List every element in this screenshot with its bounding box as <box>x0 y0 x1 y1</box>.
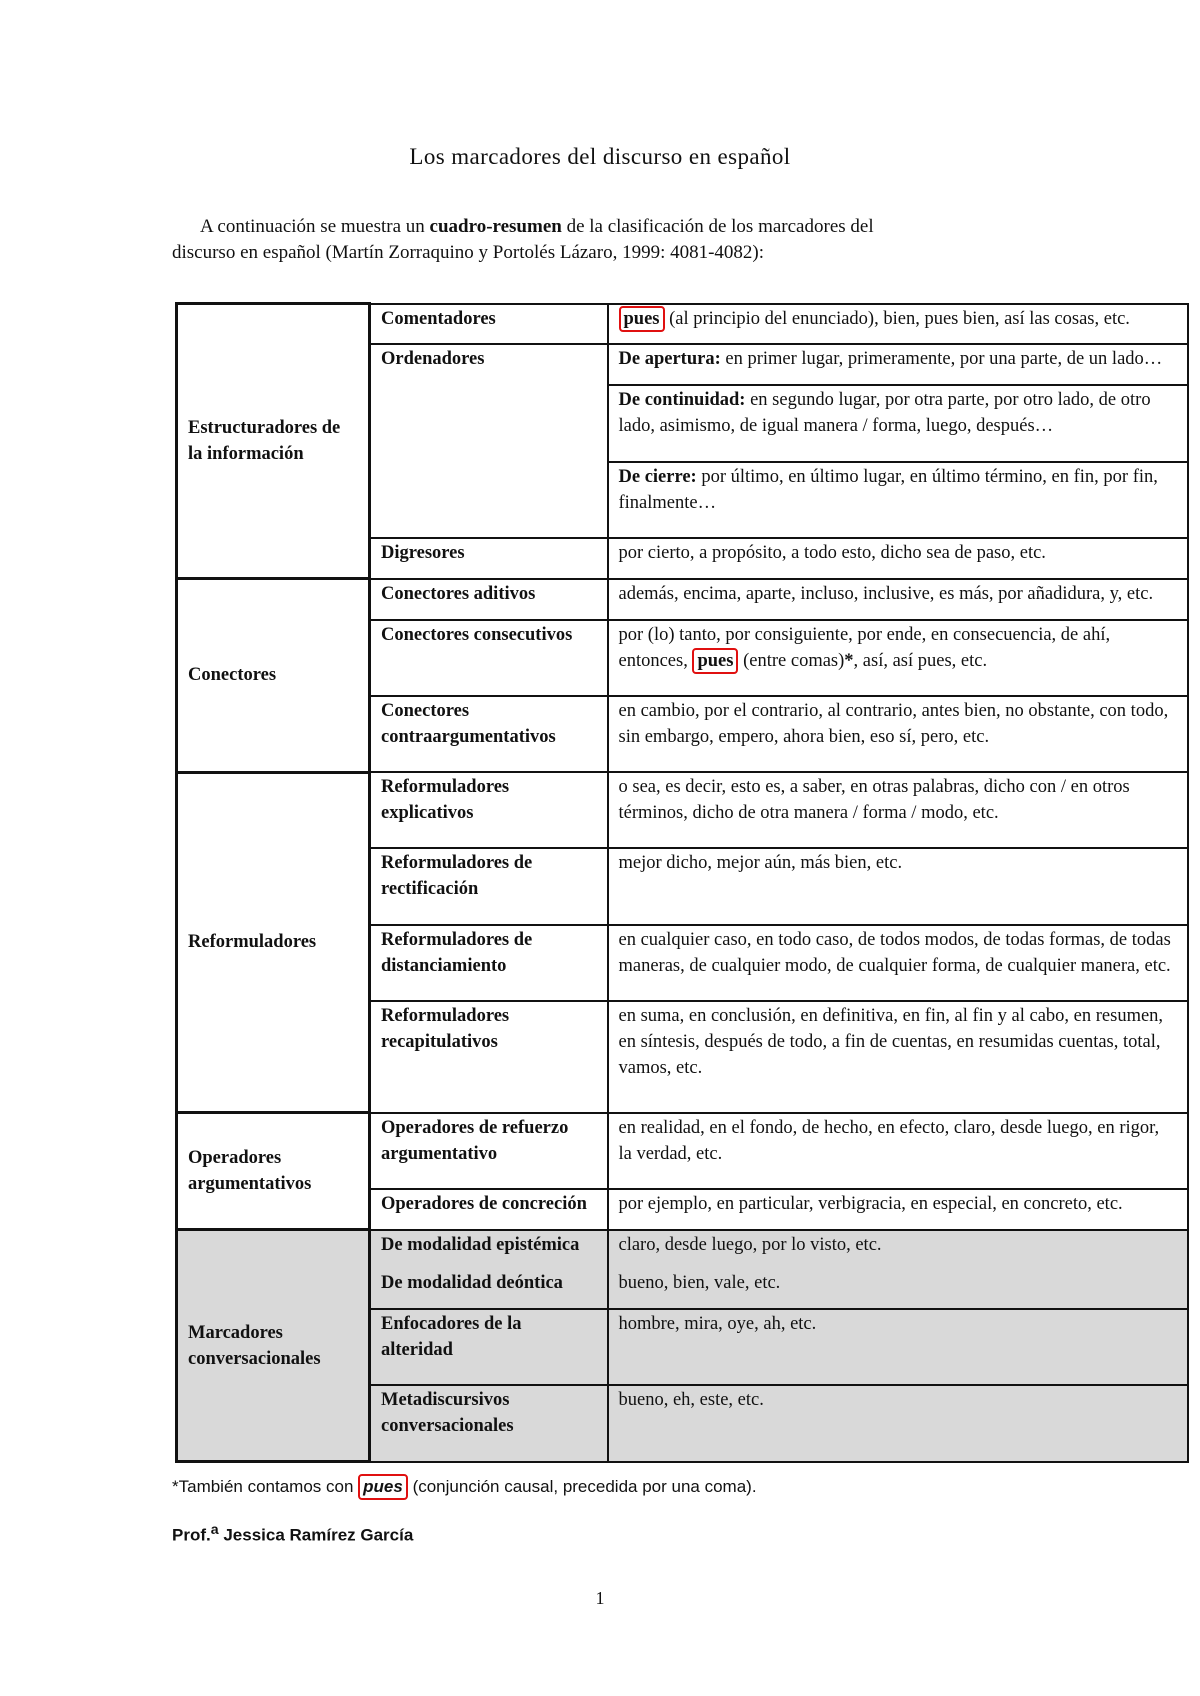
examples-contraargumentativos: en cambio, por el contrario, al contrario, antes bien, no obstante, con todo, sin embargo, empero, ahora bien, eso sí, pero, etc. <box>608 696 1188 772</box>
author-signature <box>172 1522 413 1546</box>
subcategory-aditivos: Conectores aditivos <box>370 579 608 620</box>
document-title: Los marcadores del discurso en español <box>409 144 791 169</box>
subcategory-ordenadores: Ordenadores <box>370 344 608 537</box>
examples-recapitulativos: en suma, en conclusión, en definitiva, en fin, al fin y al cabo, en resumen, en síntesis, después de todo, a fin de cuentas, en resumidas cuentas, total, vamos, etc. <box>608 1001 1188 1113</box>
subcategory-contraargumentativos: Conectores contraargumentativos <box>370 696 608 772</box>
footnote-star: * <box>844 650 854 671</box>
page-number: 1 <box>595 1588 605 1608</box>
author-name: Jessica Ramírez García <box>218 1525 414 1545</box>
examples-explicativos: o sea, es decir, esto es, a saber, en otras palabras, dicho con / en otros términos, dicho de otra manera / forma / modo, etc. <box>608 772 1188 848</box>
examples-text: por (lo) tanto, por consiguiente, por ende, en consecuencia, de ahí, entonces, <box>618 624 1111 671</box>
examples-alteridad: hombre, mira, oye, ah, etc. <box>608 1309 1188 1385</box>
examples-apertura <box>608 344 1188 385</box>
examples-consecutivos <box>608 620 1188 696</box>
subcategory-comentadores: Comentadores <box>370 304 608 345</box>
pues-highlight: pues <box>692 648 738 674</box>
examples-deontica: bueno, bien, vale, etc. <box>608 1269 1188 1309</box>
examples-text: en segundo lugar, por otra parte, por otro lado, de otro lado, asimismo, de igual manera / forma, luego, después… <box>618 390 1151 437</box>
category-reformuladores: Reformuladores <box>177 772 370 1113</box>
subcategory-consecutivos: Conectores consecutivos <box>370 620 608 696</box>
author-sup: a <box>210 1522 219 1538</box>
examples-text: , así, así pues, etc. <box>853 650 988 671</box>
label-continuidad: De continuidad: <box>618 390 746 411</box>
examples-digresores: por cierto, a propósito, a todo esto, dicho sea de paso, etc. <box>608 538 1188 579</box>
examples-rectificacion: mejor dicho, mejor aún, más bien, etc. <box>608 848 1188 924</box>
label-cierre: De cierre: <box>618 466 697 487</box>
table-row <box>177 1113 1188 1189</box>
examples-continuidad <box>608 385 1188 461</box>
category-conversacionales: Marcadores conversacionales <box>177 1230 370 1462</box>
intro-paragraph <box>172 214 1072 266</box>
examples-text: (al principio del enunciado), bien, pues bien, así las cosas, etc. <box>664 308 1130 329</box>
examples-comentadores <box>608 304 1188 345</box>
subcategory-distanciamiento: Reformuladores de distanciamiento <box>370 925 608 1001</box>
subcategory-metadiscursivos: Metadiscursivos conversacionales <box>370 1385 608 1461</box>
table-row <box>177 772 1188 848</box>
examples-refuerzo: en realidad, en el fondo, de hecho, en efecto, claro, desde luego, en rigor, la verdad, etc. <box>608 1113 1188 1189</box>
pues-highlight: pues <box>619 306 665 332</box>
category-conectores: Conectores <box>177 579 370 772</box>
subcategory-recapitulativos: Reformuladores recapitulativos <box>370 1001 608 1113</box>
author-prefix: Prof. <box>172 1525 211 1545</box>
subcategory-explicativos: Reformuladores explicativos <box>370 772 608 848</box>
label-apertura: De apertura: <box>618 349 721 370</box>
examples-epistemica: claro, desde luego, por lo visto, etc. <box>608 1230 1188 1270</box>
pues-highlight: pues <box>358 1474 408 1500</box>
intro-bold-term: cuadro-resumen <box>429 216 562 237</box>
examples-metadiscursivos: bueno, eh, este, etc. <box>608 1385 1188 1461</box>
table-row <box>177 304 1188 345</box>
subcategory-epistemica: De modalidad epistémica <box>370 1230 608 1270</box>
category-operadores: Operadores argumentativos <box>177 1113 370 1230</box>
examples-text: (entre comas) <box>738 650 845 671</box>
category-estructuradores: Estructuradores de la información <box>177 304 370 579</box>
examples-text: en primer lugar, primeramente, por una parte, de un lado… <box>720 349 1163 370</box>
intro-text-3: discurso en español (Martín Zorraquino y Portolés Lázaro, 1999: 4081-4082): <box>172 242 765 263</box>
subcategory-deontica: De modalidad deóntica <box>370 1269 608 1309</box>
table-row <box>177 1230 1188 1270</box>
subcategory-alteridad: Enfocadores de la alteridad <box>370 1309 608 1385</box>
subcategory-concrecion: Operadores de concreción <box>370 1189 608 1230</box>
examples-concrecion: por ejemplo, en particular, verbigracia, en especial, en concreto, etc. <box>608 1189 1188 1230</box>
footnote <box>172 1474 757 1500</box>
footnote-text: (conjunción causal, precedida por una coma). <box>407 1477 757 1496</box>
table-row <box>177 579 1188 620</box>
subcategory-digresores: Digresores <box>370 538 608 579</box>
examples-cierre <box>608 462 1188 538</box>
examples-aditivos: además, encima, aparte, incluso, inclusive, es más, por añadidura, y, etc. <box>608 579 1188 620</box>
intro-text-2: de la clasificación de los marcadores del <box>561 216 874 237</box>
markers-summary-table <box>175 302 1189 1463</box>
subcategory-rectificacion: Reformuladores de rectificación <box>370 848 608 924</box>
intro-text-1: A continuación se muestra un <box>200 216 430 237</box>
examples-distanciamiento: en cualquier caso, en todo caso, de todos modos, de todas formas, de todas maneras, de cualquier modo, de cualquier forma, de cualquier manera, etc. <box>608 925 1188 1001</box>
subcategory-refuerzo: Operadores de refuerzo argumentativo <box>370 1113 608 1189</box>
footnote-text: *También contamos con <box>172 1477 359 1496</box>
examples-text: por último, en último lugar, en último término, en fin, por fin, finalmente… <box>618 466 1158 513</box>
